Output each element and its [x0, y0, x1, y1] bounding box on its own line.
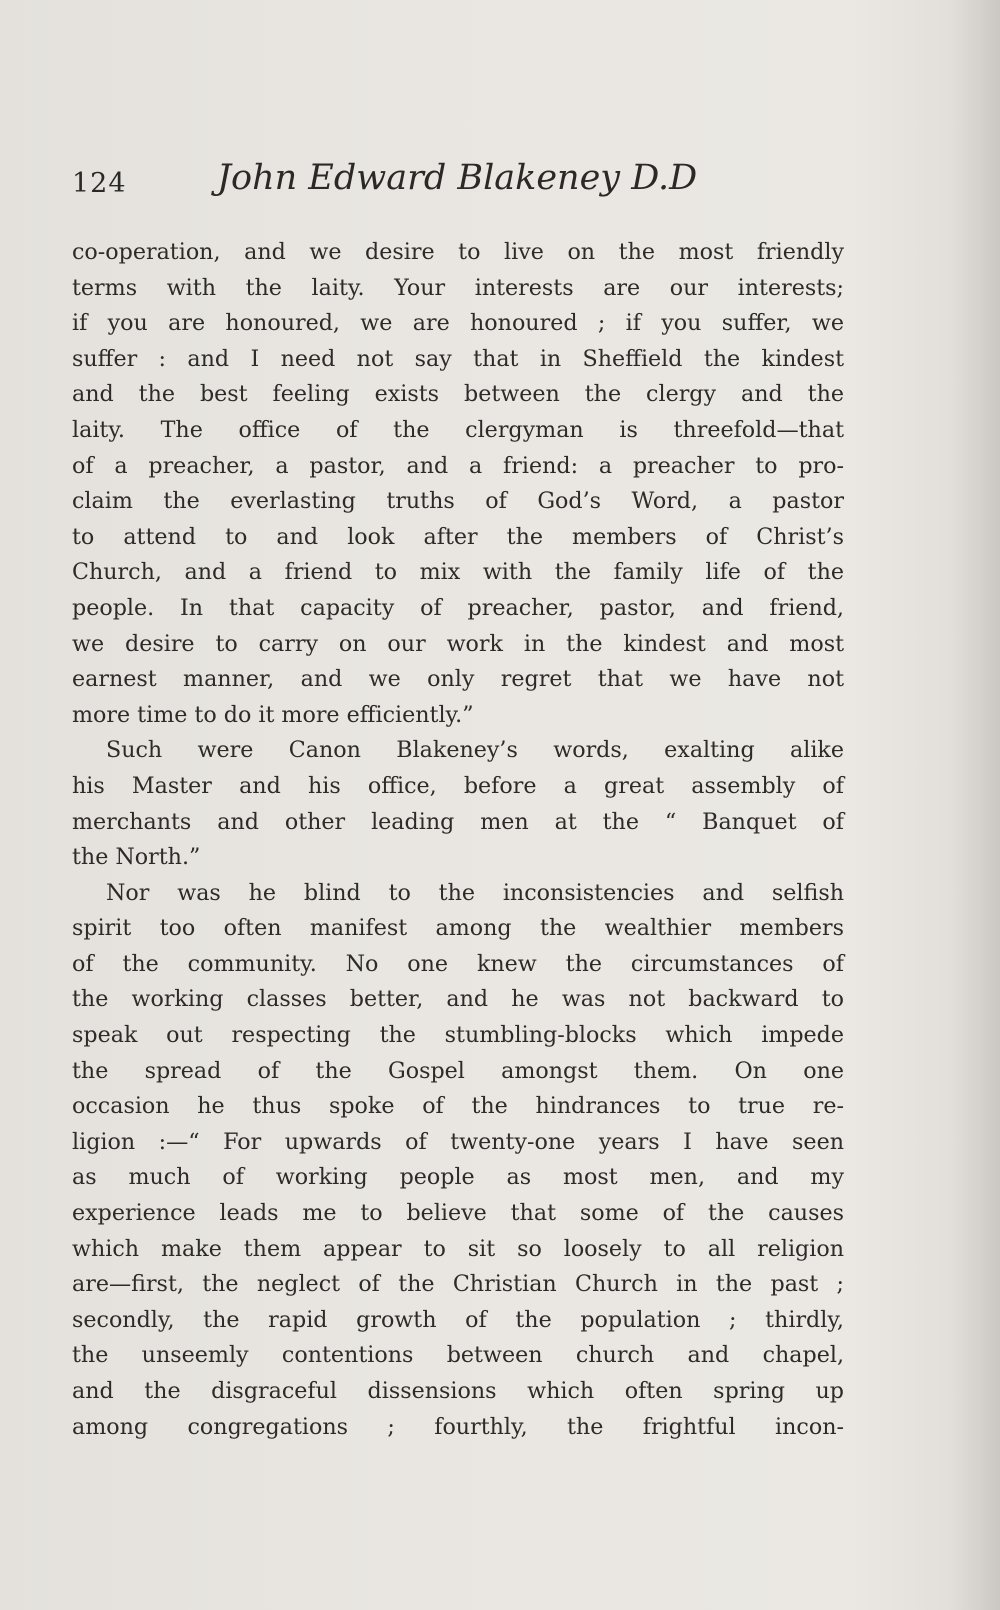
text-line: if you are honoured, we are honoured ; if you suffer, we — [72, 310, 844, 337]
text-line: laity. The office of the clergyman is threefold—that — [72, 416, 844, 443]
text-line: the spread of the Gospel amongst them. On one — [72, 1057, 844, 1084]
text-line: experience leads me to believe that some of the causes — [72, 1200, 844, 1227]
text-line: among congregations ; fourthly, the frightful incon- — [72, 1413, 844, 1440]
text-line: spirit too often manifest among the wealthier members — [72, 915, 844, 942]
text-line: suffer : and I need not say that in Sheffield the kindest — [72, 345, 844, 372]
text-line: co-operation, and we desire to live on the most friendly — [72, 239, 844, 265]
page-header — [72, 158, 852, 214]
text-line: to attend to and look after the members of Christ’s — [72, 523, 844, 550]
text-line: are—first, the neglect of the Christian Church in the past ; — [72, 1271, 844, 1298]
text-line: Church, and a friend to mix with the family life of the — [72, 559, 844, 586]
text-line: the North.” — [72, 844, 201, 871]
text-line: and the disgraceful dissensions which often spring up — [72, 1378, 844, 1404]
text-line: speak out respecting the stumbling-blocks which impede — [72, 1022, 844, 1049]
text-line: of the community. No one knew the circumstances of — [72, 950, 844, 977]
text-line: secondly, the rapid growth of the population ; thirdly, — [72, 1306, 844, 1333]
text-line: and the best feeling exists between the clergy and the — [72, 381, 844, 408]
text-line: merchants and other leading men at the “ Banquet of — [72, 808, 844, 835]
text-line: which make them appear to sit so loosely to all religion — [72, 1235, 844, 1262]
text-line: claim the everlasting truths of God’s Word, a pastor — [72, 488, 844, 515]
page-number: 124 — [72, 168, 127, 199]
text-line: as much of working people as most men, and my — [72, 1164, 844, 1191]
text-line: more time to do it more efficiently.” — [72, 701, 474, 728]
text-line: his Master and his office, before a great assembly of — [72, 772, 844, 799]
text-line: Nor was he blind to the inconsistencies and selfish — [106, 879, 844, 906]
text-line: the unseemly contentions between church and chapel, — [72, 1342, 844, 1369]
running-title: John Edward Blakeney D.D — [217, 158, 698, 198]
page-edge-shadow — [950, 0, 1000, 1610]
text-line: the working classes better, and he was not backward to — [72, 986, 844, 1013]
text-line: terms with the laity. Your interests are our interests; — [72, 274, 844, 301]
text-line: earnest manner, and we only regret that we have not — [72, 666, 844, 693]
text-line: people. In that capacity of preacher, pastor, and friend, — [72, 594, 844, 621]
text-line: occasion he thus spoke of the hindrances to true re- — [72, 1093, 844, 1120]
text-line: of a preacher, a pastor, and a friend: a preacher to pro- — [72, 452, 844, 479]
text-line: ligion :—“ For upwards of twenty-one years I have seen — [72, 1128, 844, 1155]
text-line: we desire to carry on our work in the kindest and most — [72, 630, 844, 657]
body-text — [72, 235, 844, 1445]
text-line: Such were Canon Blakeney’s words, exalting alike — [106, 737, 844, 764]
